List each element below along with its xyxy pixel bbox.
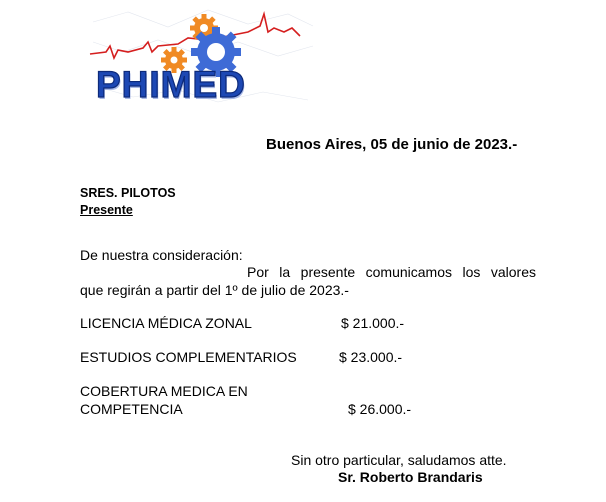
letter-date: Buenos Aires, 05 de junio de 2023.-	[266, 136, 518, 153]
company-logo	[88, 2, 318, 110]
presente-label: Presente	[80, 203, 133, 217]
item-name-cobertura-line2: COMPETENCIA	[80, 401, 183, 417]
item-price-cobertura: $ 26.000.-	[348, 401, 412, 417]
item-price-estudios: $ 23.000.-	[339, 349, 403, 365]
logo-text: PHIMED	[96, 64, 246, 105]
signature: Sr. Roberto Brandaris	[338, 469, 483, 485]
item-name-cobertura-line1: COBERTURA MEDICA EN	[80, 383, 248, 399]
intro-line-1: Por la presente comunicamos los valores	[247, 264, 536, 280]
item-price-licencia: $ 21.000.-	[341, 315, 405, 331]
addressee: SRES. PILOTOS	[80, 186, 176, 200]
item-name-licencia: LICENCIA MÉDICA ZONAL	[80, 315, 252, 331]
item-name-estudios: ESTUDIOS COMPLEMENTARIOS	[80, 349, 297, 365]
intro-line-2: que regirán a partir del 1º de julio de 2023.-	[80, 282, 349, 298]
greeting: De nuestra consideración:	[80, 247, 243, 263]
closing-line: Sin otro particular, saludamos atte.	[291, 452, 507, 468]
